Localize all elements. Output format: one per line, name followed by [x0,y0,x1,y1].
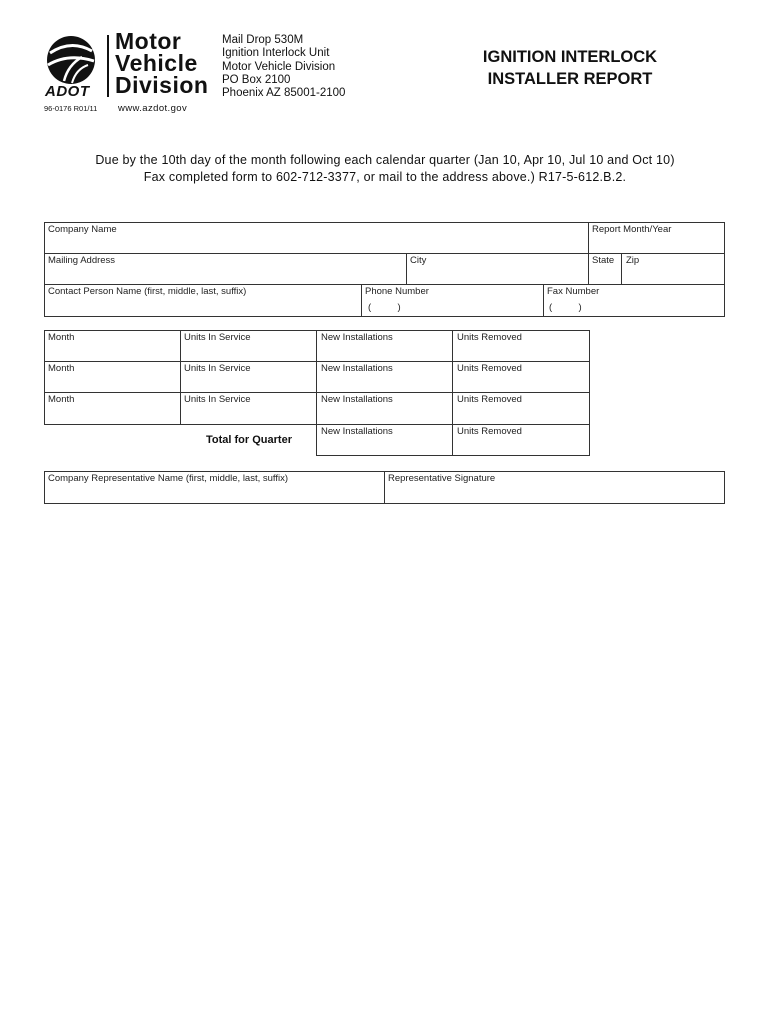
representative-name-field[interactable]: Company Representative Name (first, middle, last, suffix) [48,473,289,484]
month-cell[interactable] [44,330,181,362]
fax-number-field[interactable]: Fax Number [547,286,600,297]
total-new-installations-cell[interactable] [316,424,453,456]
units-in-service-cell[interactable] [180,361,317,393]
title-line-2: INSTALLER REPORT [487,70,653,88]
units-removed-cell[interactable] [452,392,590,425]
units-in-service-cell[interactable] [180,392,317,425]
units-removed-label: Units Removed [457,363,522,374]
new-installations-cell[interactable] [316,361,453,393]
website-link[interactable]: www.azdot.gov [118,103,188,114]
adot-logo-text: ADOT [45,83,90,100]
new-installations-cell[interactable] [316,330,453,362]
new-installations-label: New Installations [321,332,393,343]
col-divider [588,222,589,253]
total-units-removed-cell[interactable] [452,424,590,456]
month-cell[interactable] [44,392,181,425]
month-label: Month [48,332,75,343]
units-removed-label: Units Removed [457,394,522,405]
col-divider [588,253,589,284]
page-title [448,46,692,90]
division-line: Division [115,72,209,98]
report-month-year-field[interactable]: Report Month/Year [592,224,672,235]
month-cell[interactable] [44,361,181,393]
units-in-service-label: Units In Service [184,332,251,343]
company-name-field[interactable]: Company Name [48,224,117,235]
representative-signature-field[interactable]: Representative Signature [388,473,496,484]
new-installations-label: New Installations [321,363,393,374]
mailing-address-field[interactable]: Mailing Address [48,255,116,266]
form-number: 96-0176 R01/11 [44,104,98,113]
state-field[interactable]: State [592,255,615,266]
title-line-1: IGNITION INTERLOCK [482,48,658,66]
address-line: Mail Drop 530M [222,34,304,46]
month-label: Month [48,394,75,405]
contact-person-field[interactable]: Contact Person Name (first, middle, last, suffix) [48,286,247,297]
row-divider [44,284,725,285]
units-removed-label: Units Removed [457,332,522,343]
division-line: Motor [115,28,182,54]
address-line: Ignition Interlock Unit [222,47,330,60]
units-removed-label: Units Removed [457,426,522,437]
address-line: Motor Vehicle Division [222,60,336,73]
units-in-service-label: Units In Service [184,363,251,374]
instructions [60,152,710,186]
new-installations-label: New Installations [321,394,393,405]
city-field[interactable]: City [410,255,427,266]
phone-number-field[interactable]: Phone Number [365,286,429,297]
new-installations-label: New Installations [321,426,393,437]
row-divider [44,253,725,254]
units-removed-cell[interactable] [452,361,590,393]
instructions-line-1: Due by the 10th day of the month following each calendar quarter (Jan 10, Apr 10, Jul 10 and Oct 10) [95,153,675,167]
phone-area-code[interactable]: ( ) [368,302,401,313]
instructions-line-2: Fax completed form to 602-712-3377, or mail to the address above.) R17-5-612.B.2. [143,170,627,184]
mailing-address-block [222,34,345,100]
units-in-service-cell[interactable] [180,330,317,362]
division-name [115,30,208,96]
month-label: Month [48,363,75,374]
col-divider [406,253,407,284]
address-line: PO Box 2100 [222,73,291,86]
units-removed-cell[interactable] [452,330,590,362]
fax-area-code[interactable]: ( ) [549,302,582,313]
new-installations-cell[interactable] [316,392,453,425]
units-in-service-label: Units In Service [184,394,251,405]
col-divider [361,284,362,317]
total-for-quarter-label: Total for Quarter [206,434,292,446]
col-divider [543,284,544,317]
header-divider [107,35,109,97]
col-divider [621,253,622,284]
address-line: Phoenix AZ 85001-2100 [222,87,346,100]
col-divider [384,471,385,504]
zip-field[interactable]: Zip [626,255,640,266]
division-line: Vehicle [115,50,198,76]
